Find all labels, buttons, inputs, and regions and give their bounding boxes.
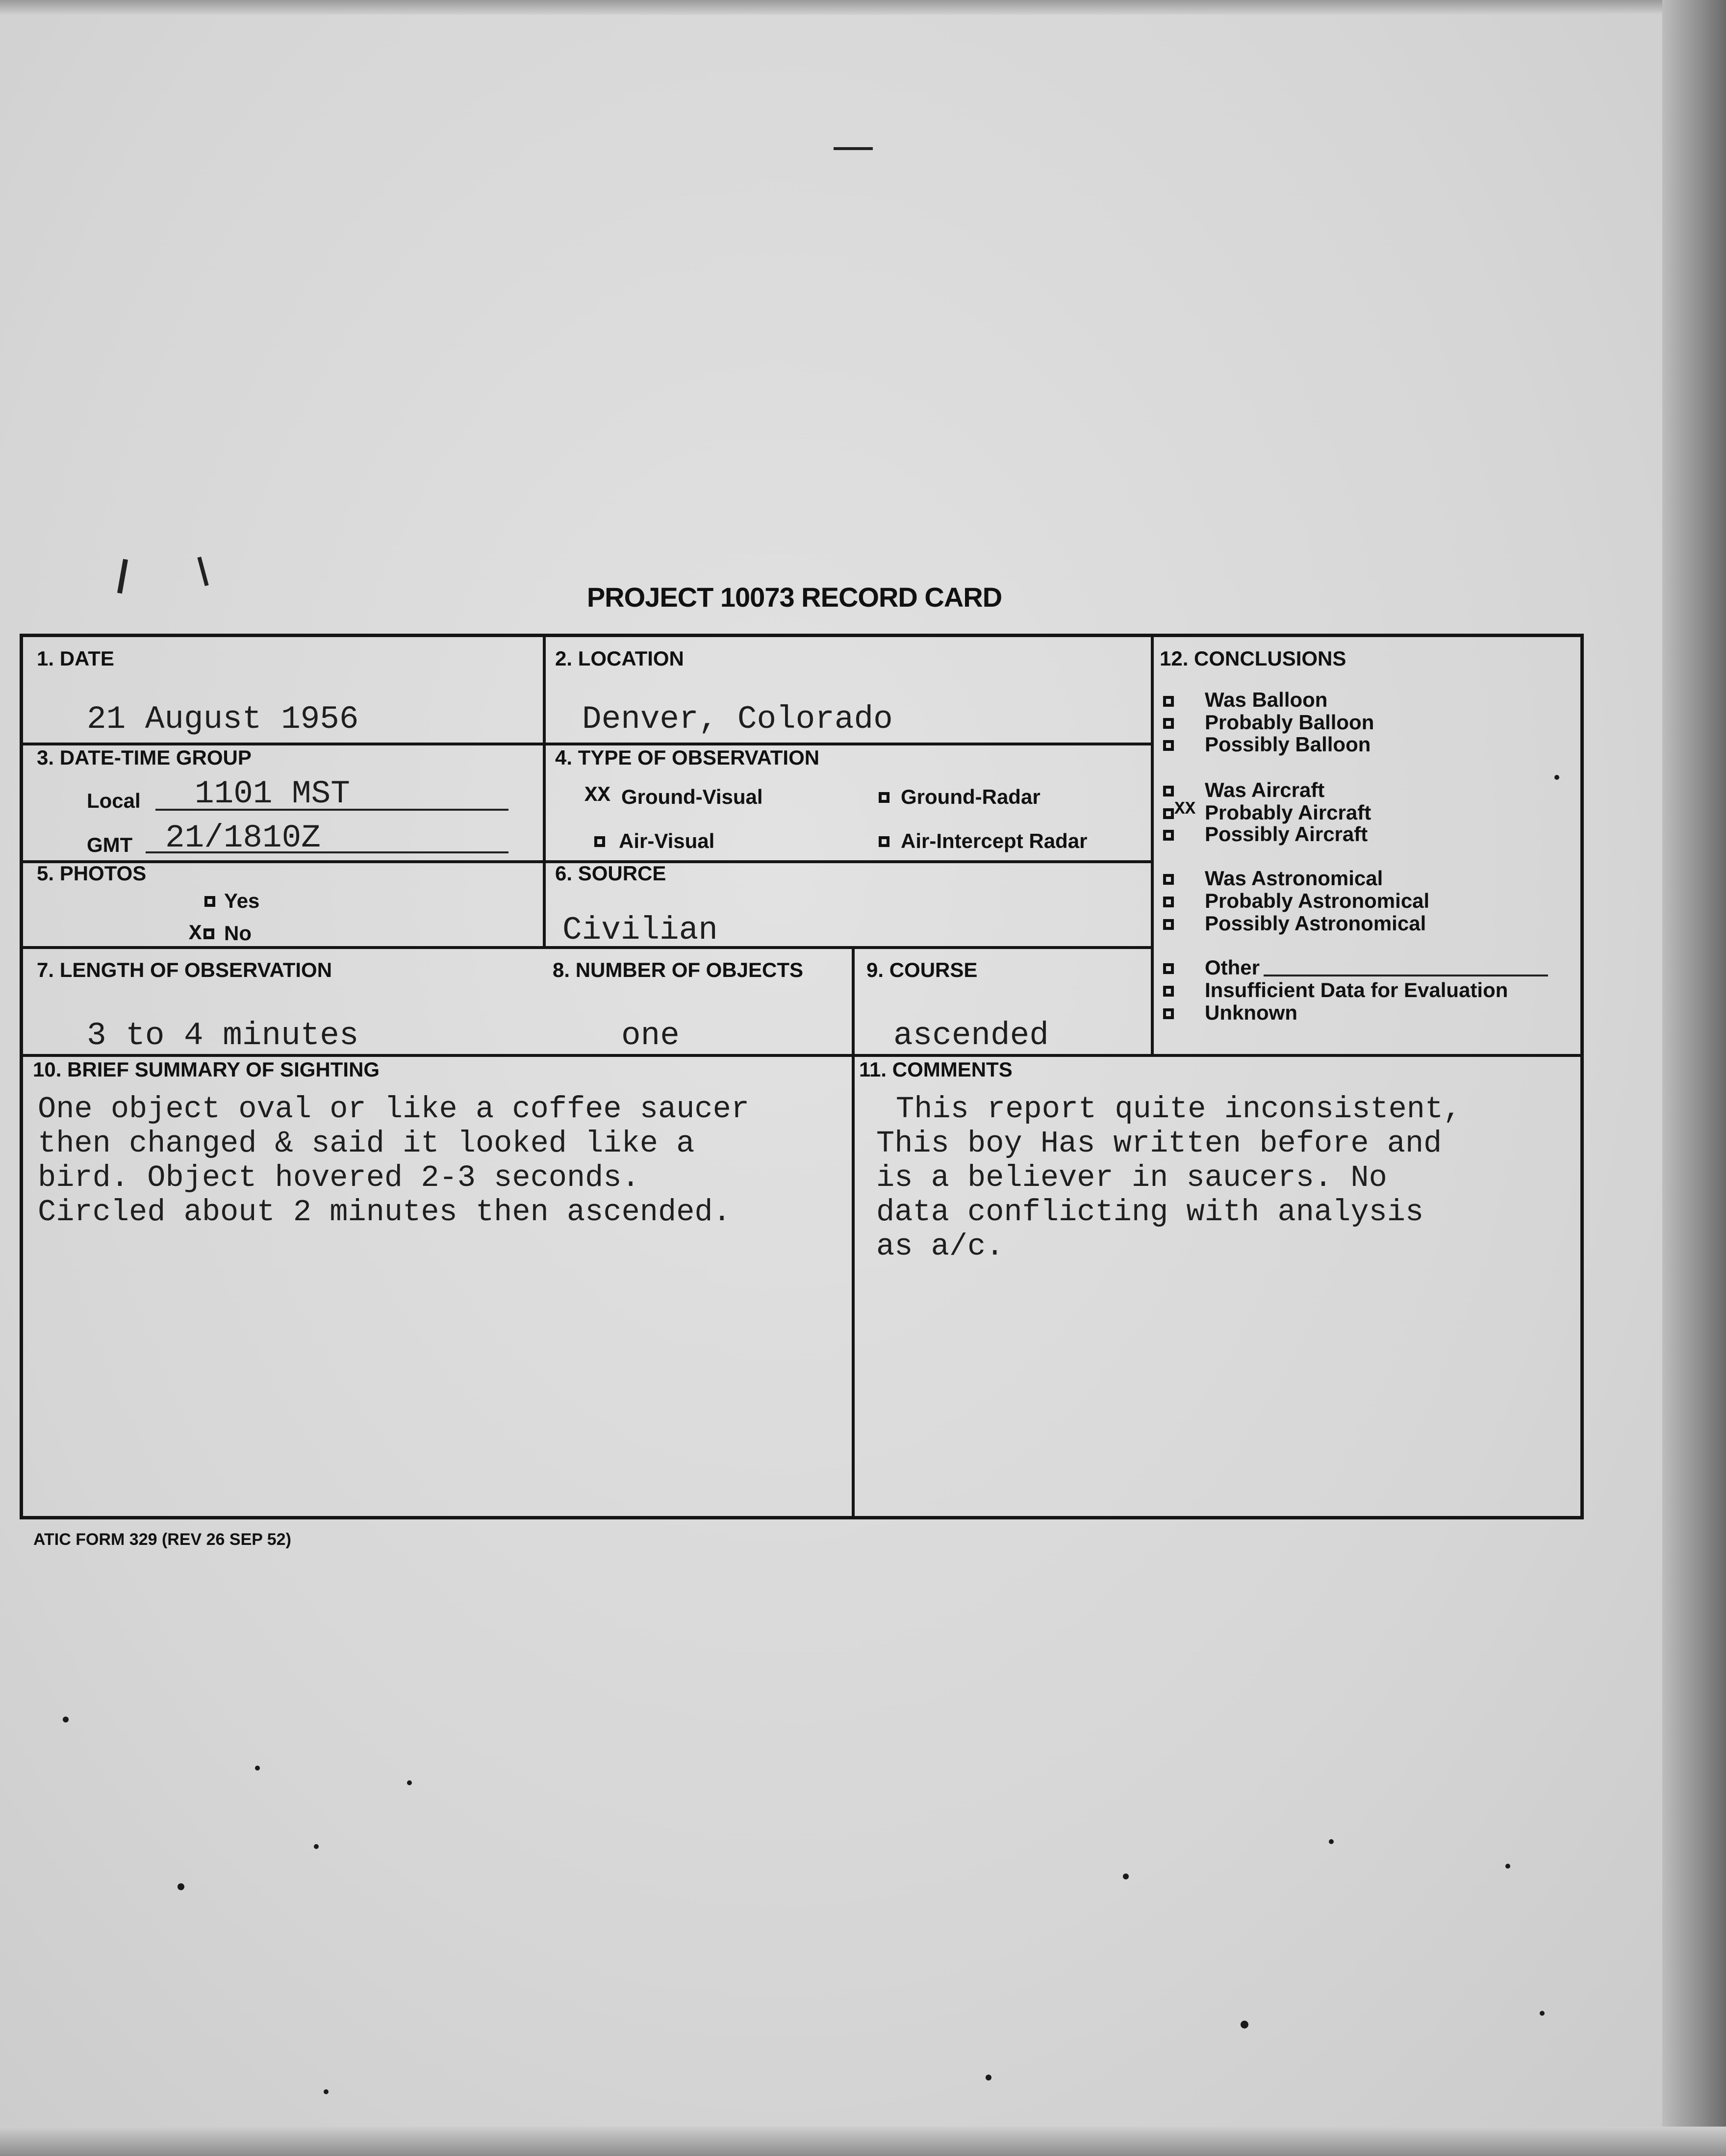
scan-mark (197, 557, 208, 586)
gmt-value: 21/1810Z (165, 820, 321, 856)
photos-no-checkbox (203, 928, 214, 939)
form-id: ATIC FORM 329 (REV 26 SEP 52) (33, 1530, 291, 1549)
speck (986, 2075, 991, 2080)
air-visual-checkbox (594, 836, 605, 847)
speck (178, 1883, 184, 1890)
photos-yes-option: Yes (224, 889, 260, 912)
insufficient-data-checkbox (1163, 986, 1174, 997)
comments-label: 11. COMMENTS (859, 1058, 1013, 1081)
brief-summary-text (38, 1092, 749, 1230)
speck (1505, 1864, 1510, 1869)
other-checkbox (1163, 963, 1174, 974)
date-time-group-label: 3. DATE-TIME GROUP (37, 746, 252, 769)
probably-astronomical-checkbox (1163, 897, 1174, 907)
air-intercept-radar-checkbox (879, 836, 889, 847)
card-title: PROJECT 10073 RECORD CARD (586, 582, 1002, 613)
was-aircraft-checkbox (1163, 786, 1174, 796)
local-value: 1101 MST (195, 775, 350, 812)
course-value: ascended (893, 1017, 1049, 1054)
probably-aircraft-check-mark: XX (1174, 799, 1196, 819)
summary-line: One object oval or like a coffee saucer (38, 1092, 750, 1127)
ground-radar-option: Ground-Radar (901, 785, 1041, 808)
other-option: Other (1205, 956, 1260, 979)
probably-balloon-checkbox (1163, 718, 1174, 729)
ground-radar-checkbox (879, 792, 889, 803)
divider (23, 743, 1151, 745)
number-of-objects-value: one (621, 1017, 680, 1054)
gmt-label: GMT (87, 833, 133, 856)
possibly-astronomical-checkbox (1163, 919, 1174, 930)
possibly-aircraft-checkbox (1163, 830, 1174, 841)
course-label: 9. COURSE (866, 958, 978, 981)
possibly-balloon-option: Possibly Balloon (1205, 733, 1371, 756)
other-underline (1264, 975, 1548, 976)
length-of-observation-label: 7. LENGTH OF OBSERVATION (37, 958, 332, 981)
scan-mark (834, 147, 873, 150)
comments-line: This boy Has written before and (876, 1126, 1442, 1161)
date-value: 21 August 1956 (87, 701, 359, 738)
number-of-objects-label: 8. NUMBER OF OBJECTS (553, 958, 804, 981)
speck (1123, 1874, 1129, 1879)
probably-balloon-option: Probably Balloon (1205, 711, 1374, 734)
speck (407, 1780, 412, 1785)
divider (543, 637, 546, 946)
speck (1241, 2021, 1248, 2028)
comments-line: data conflicting with analysis (876, 1195, 1424, 1230)
record-card (20, 634, 1584, 1519)
scan-edge-right (1662, 0, 1726, 2156)
probably-aircraft-option: Probably Aircraft (1205, 801, 1371, 824)
speck (255, 1766, 260, 1771)
was-aircraft-option: Was Aircraft (1205, 778, 1325, 801)
scan-edge-bottom (0, 2127, 1726, 2156)
was-astronomical-checkbox (1163, 874, 1174, 885)
unknown-option: Unknown (1205, 1001, 1297, 1024)
comments-text (876, 1092, 1461, 1264)
divider (852, 946, 855, 1516)
speck (1540, 2011, 1545, 2016)
location-label: 2. LOCATION (555, 647, 684, 670)
was-balloon-option: Was Balloon (1205, 688, 1328, 711)
summary-line: Circled about 2 minutes then ascended. (38, 1195, 731, 1230)
source-label: 6. SOURCE (555, 862, 666, 885)
source-value: Civilian (562, 912, 718, 949)
probably-aircraft-checkbox (1163, 808, 1174, 819)
summary-line: bird. Object hovered 2-3 seconds. (38, 1160, 640, 1195)
possibly-balloon-checkbox (1163, 740, 1174, 751)
brief-summary-label: 10. BRIEF SUMMARY OF SIGHTING (33, 1058, 380, 1081)
unknown-checkbox (1163, 1008, 1174, 1019)
summary-line: then changed & said it looked like a (38, 1126, 695, 1161)
ground-visual-check-mark: XX (584, 783, 610, 808)
was-balloon-checkbox (1163, 696, 1174, 707)
air-intercept-radar-option: Air-Intercept Radar (901, 829, 1088, 852)
speck (1329, 1839, 1334, 1844)
speck (63, 1717, 69, 1722)
photos-no-option: No (224, 922, 252, 945)
photos-no-check-mark: X (189, 922, 202, 946)
local-label: Local (87, 789, 141, 812)
comments-line: as a/c. (876, 1229, 1004, 1264)
length-of-observation-value: 3 to 4 minutes (87, 1017, 359, 1054)
speck (324, 2089, 329, 2094)
type-of-observation-label: 4. TYPE OF OBSERVATION (555, 746, 820, 769)
location-value: Denver, Colorado (582, 701, 893, 738)
insufficient-data-option: Insufficient Data for Evaluation (1205, 978, 1508, 1001)
photos-label: 5. PHOTOS (37, 862, 147, 885)
conclusions-label: 12. CONCLUSIONS (1160, 647, 1346, 670)
divider (23, 1054, 1582, 1057)
probably-astronomical-option: Probably Astronomical (1205, 889, 1430, 912)
scan-mark (117, 559, 128, 594)
possibly-aircraft-option: Possibly Aircraft (1205, 822, 1368, 846)
air-visual-option: Air-Visual (619, 829, 715, 852)
comments-line: This report quite inconsistent, (896, 1092, 1462, 1127)
divider (1151, 637, 1154, 1054)
comments-line: is a believer in saucers. No (876, 1160, 1387, 1195)
photos-yes-checkbox (204, 896, 215, 907)
possibly-astronomical-option: Possibly Astronomical (1205, 912, 1426, 935)
date-label: 1. DATE (37, 647, 114, 670)
scan-edge-top (0, 0, 1726, 15)
speck (314, 1844, 319, 1849)
ground-visual-option: Ground-Visual (621, 785, 763, 808)
was-astronomical-option: Was Astronomical (1205, 867, 1383, 890)
